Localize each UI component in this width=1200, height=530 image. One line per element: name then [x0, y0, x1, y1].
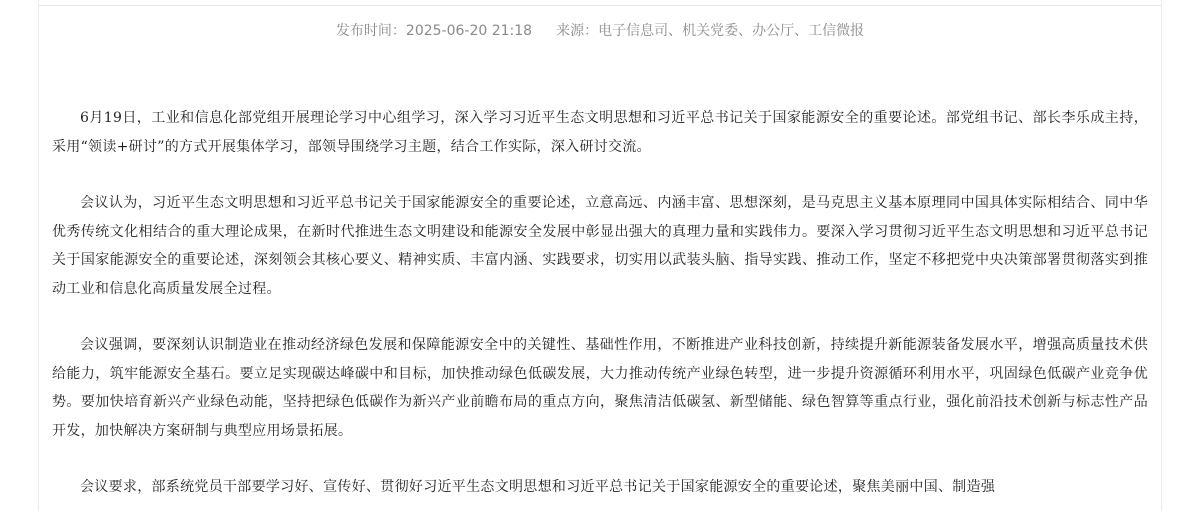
article-paragraph-2: 会议认为，习近平生态文明思想和习近平总书记关于国家能源安全的重要论述，立意高远、内涵丰富、思想深刻，是马克思主义基本原理同中国具体实际相结合、同中华优秀传统文化相结合的重大理论成果，在新时代推进生态文明建设和能源安全发展中彰显出强大的真理力量和实践伟力。要深入学习贯彻习近平生态文明思想和习近平总书记关于国家能源安全的重要论述，深刻领会其核心要义、精神实质、丰富内涵、实践要求，切实用以武装头脑、指导实践、推动工作，坚定不移把党中央决策部署贯彻落实到推动工业和信息化高质量发展全过程。: [52, 195, 1148, 297]
article-body: [52, 104, 1148, 530]
article-paragraph-3: 会议强调，要深刻认识制造业在推动经济绿色发展和保障能源安全中的关键性、基础性作用，不断推进产业科技创新，持续提升新能源装备发展水平，增强高质量技术供给能力，筑牢能源安全基石。要立足实现碳达峰碳中和目标，加快推动绿色低碳发展，大力推动传统产业绿色转型，进一步提升资源循环利用水平，巩固绿色低碳产业竞争优势。要加快培育新兴产业绿色动能，坚持把绿色低碳作为新兴产业前瞻布局的重点方向，聚焦清洁低碳氢、新型储能、绿色智算等重点行业，强化前沿技术创新与标志性产品开发，加快解决方案研制与典型应用场景拓展。: [52, 337, 1148, 439]
source-value: 电子信息司、机关党委、办公厅、工信微报: [598, 23, 865, 39]
source-label: 来源：: [556, 23, 599, 39]
article-paragraph-1: 6月19日，工业和信息化部党组开展理论学习中心组学习，深入学习习近平生态文明思想和习近平总书记关于国家能源安全的重要论述。部党组书记、部长李乐成主持，采用“领读+研讨”的方式开展集体学习，部领导围绕学习主题，结合工作实际，深入研讨交流。: [52, 110, 1148, 155]
article-paragraph-4: 会议要求，部系统党员干部要学习好、宣传好、贯彻好习近平生态文明思想和习近平总书记关于国家能源安全的重要论述，聚焦美丽中国、制造强: [80, 479, 996, 495]
publish-label: 发布时间：: [335, 23, 406, 39]
publish-time: 2025-06-20 21:18: [405, 23, 533, 39]
article-meta: [0, 20, 1200, 42]
